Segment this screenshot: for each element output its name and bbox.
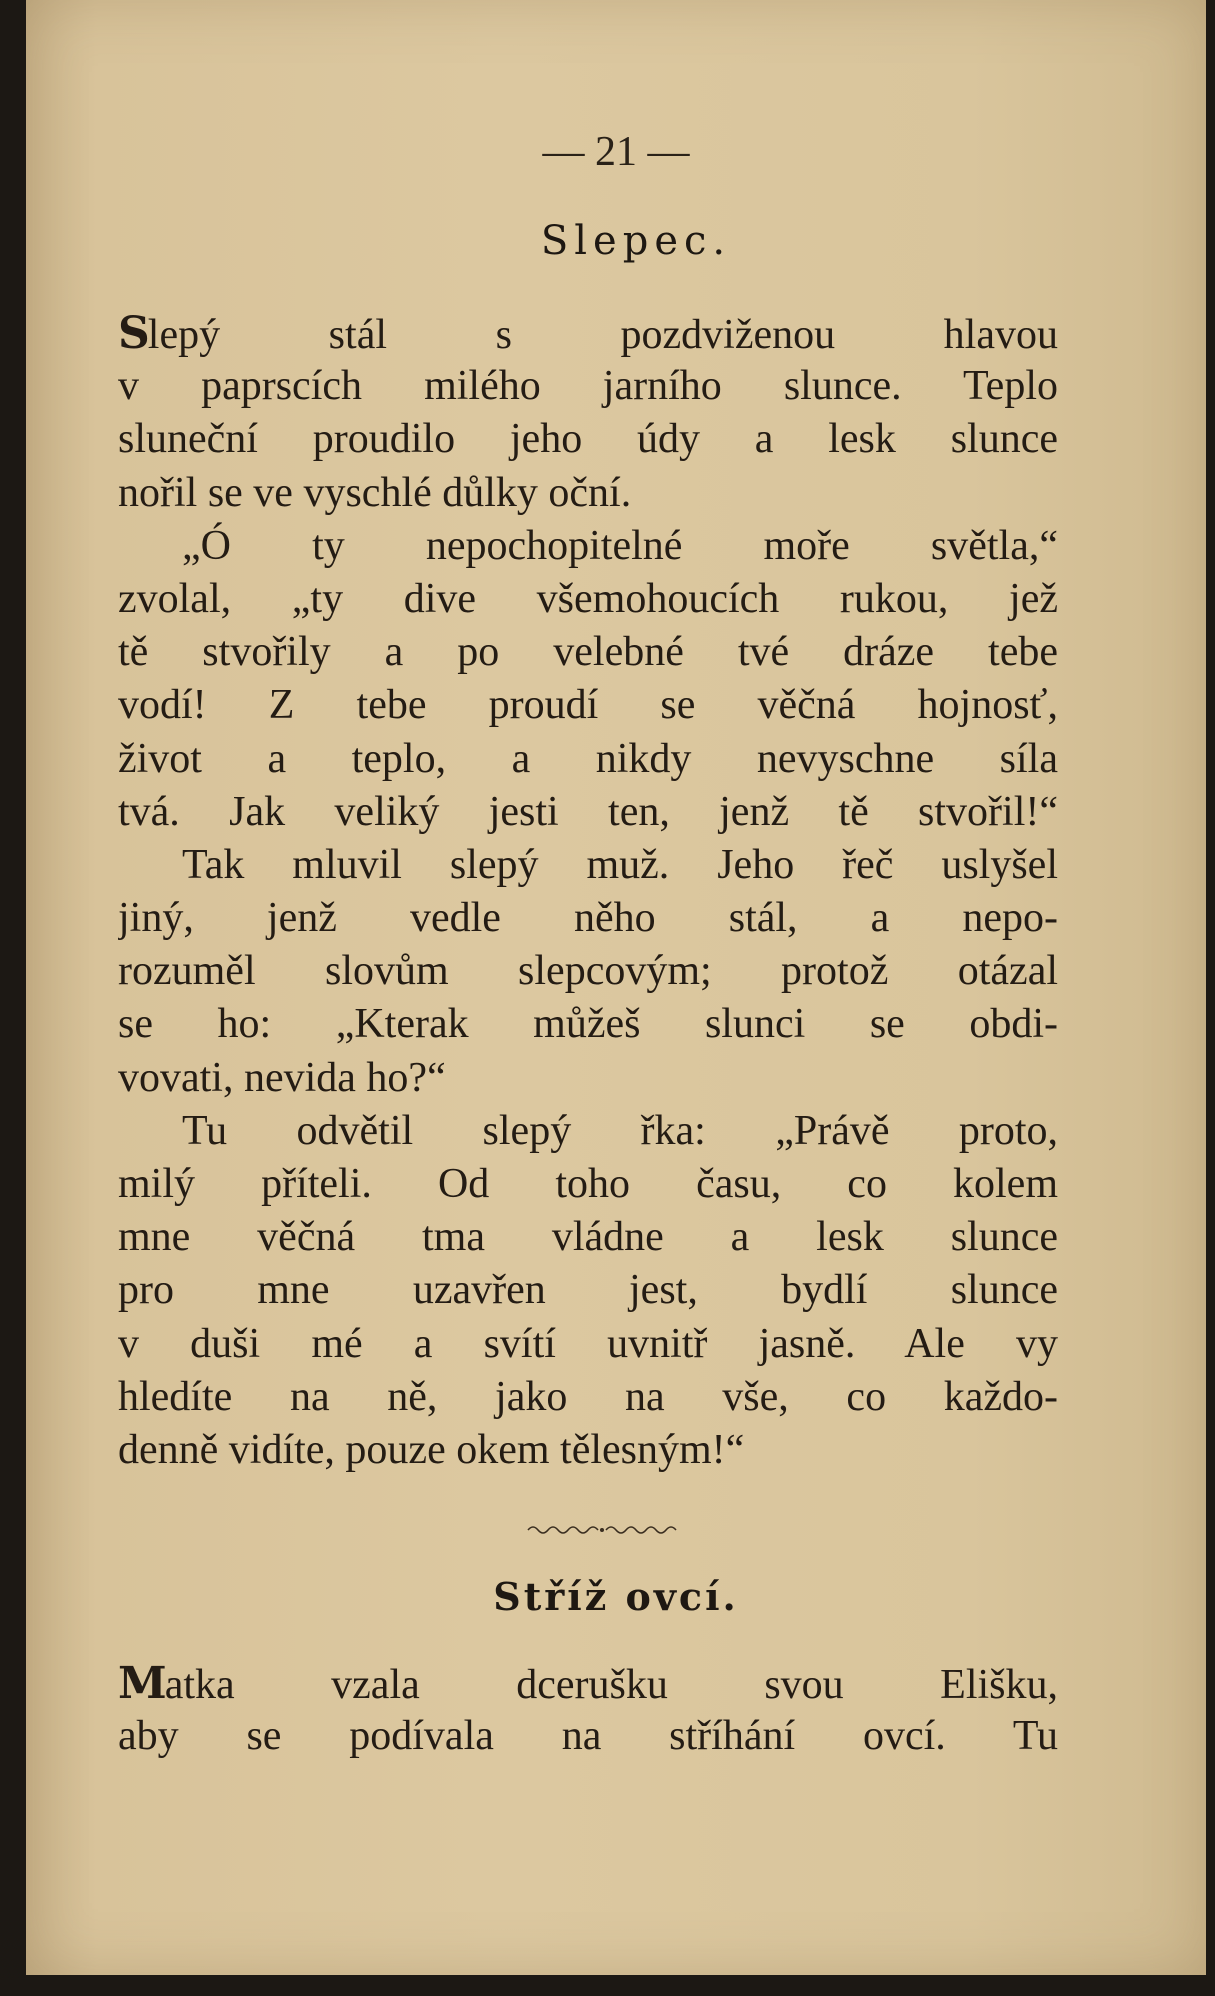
text-line: tvá. Jak veliký jesti ten, jenž tě stvořil!“ — [118, 788, 1058, 835]
text-line: v duši mé a svítí uvnitř jasně. Ale vy — [118, 1320, 1058, 1367]
text-line: sluneční proudilo jeho údy a lesk slunce — [118, 416, 1058, 463]
text-line: se ho: „Kterak můžeš slunci se obdi- — [118, 1001, 1058, 1048]
text-line: nořil se ve vyschlé důlky oční. — [118, 469, 632, 516]
text-line: Slepý stál s pozdviženou hlavou — [118, 308, 1058, 359]
text-line: tě stvořily a po velebné tvé dráze tebe — [118, 629, 1058, 676]
section-title-slepec: Slepec. — [540, 218, 732, 264]
page-number: — 21 — — [542, 129, 690, 175]
text-line: jiný, jenž vedle něho stál, a nepo- — [118, 895, 1058, 942]
text-line: v paprscích milého jarního slunce. Teplo — [118, 363, 1058, 410]
drop-cap: M — [118, 1658, 165, 1709]
text-line: hledíte na ně, jako na vše, co každo- — [118, 1373, 1058, 1420]
text-line: pro mne uzavřen jest, bydlí slunce — [118, 1267, 1058, 1314]
text-line: rozuměl slovům slepcovým; protož otázal — [118, 948, 1058, 995]
text-line: zvolal, „ty dive všemohoucích rukou, jež — [118, 575, 1058, 622]
text-line: milý příteli. Od toho času, co kolem — [118, 1161, 1058, 1207]
text-line: život a teplo, a nikdy nevyschne síla — [118, 735, 1058, 782]
drop-cap: S — [118, 308, 148, 359]
text-line: Tu odvětil slepý řka: „Právě proto, — [182, 1107, 1058, 1154]
ornament-divider — [526, 1520, 686, 1540]
text-line: Tak mluvil slepý muž. Jeho řeč uslyšel — [182, 841, 1058, 888]
book-page — [26, 0, 1206, 1975]
text-line: aby se podívala na stříhání ovcí. Tu — [118, 1713, 1058, 1760]
text-line: „Ó ty nepochopitelné moře světla,“ — [182, 522, 1058, 569]
section-body-striz-ovci — [118, 1657, 1058, 1763]
section-body-slepec — [118, 307, 1058, 1477]
text-line: vovati, nevida ho?“ — [118, 1054, 446, 1101]
text-line: denně vidíte, pouze okem tělesným!“ — [118, 1426, 745, 1473]
text-line: mne věčná tma vládne a lesk slunce — [118, 1214, 1058, 1261]
text-line: vodí! Z tebe proudí se věčná hojnosť, — [118, 682, 1058, 729]
section-title-striz-ovci: Stříž ovcí. — [493, 1574, 739, 1619]
text-line: Matka vzala dcerušku svou Elišku, — [118, 1658, 1058, 1709]
